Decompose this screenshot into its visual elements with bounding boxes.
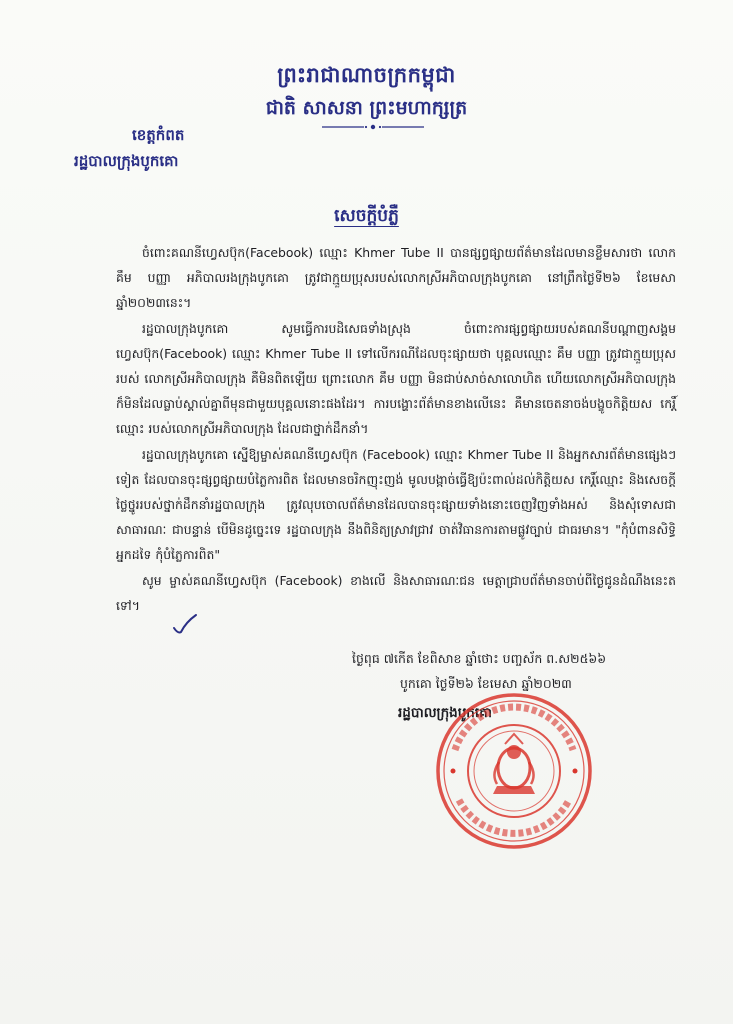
ornament-divider-icon bbox=[318, 122, 428, 132]
solar-date: បូកគោ ថ្ងៃទី២៦ ខែមេសា ឆ្នាំ២០២៣ bbox=[400, 676, 572, 691]
national-motto: ជាតិ សាសនា ព្រះមហាក្សត្រ bbox=[265, 97, 468, 119]
signing-office: រដ្ឋបាលក្រុងបូកគោ bbox=[398, 705, 492, 721]
kingdom-heading: ព្រះរាជាណាចក្រកម្ពុជា bbox=[277, 63, 456, 87]
body-paragraph: សូម ម្ចាស់គណនីហ្វេសប៊ុក (Facebook) ខាងលើ និងសាធារណៈជន មេត្តាជ្រាបព័ត៌មានចាប់ពីថ្ងៃជូនដំណឹងនេះតទៅ។ bbox=[116, 572, 676, 613]
body-paragraph: រដ្ឋបាលក្រុងបូកគោ សូមធ្វើការបដិសេធទាំងស្រុង ចំពោះការផ្សព្វផ្សាយរបស់គណនីបណ្តាញសង្គមហ្វេសប៊ុក(Facebook) ឈ្មោះ Khmer Tube II ទៅលើករណីដែលចុះផ្សាយថា បុគ្គលឈ្មោះ គឹម បញ្ញា ត្រូវជាក្មួយប្រុសរបស់ លោកស្រីអភិបាលក្រុង គឺមិនពិតឡើយ ព្រោះលោក គឹម បញ្ញា មិនជាប់សាច់សាលោហិត ហើយលោកស្រីអភិបាលក្រុងក៏មិនដែលធ្លាប់ស្គាល់គ្នាពីមុនជាមួយបុគ្គលនោះផងដែរ។ ការបង្ហោះព័ត៌មានខាងលើនេះ គឺមានចេតនាចង់បង្ខូចកិត្តិយស កេរ្តិ៍ឈ្មោះ របស់លោកស្រីអភិបាលក្រុង ដែលជាថ្នាក់ដឹកនាំ។ bbox=[116, 320, 676, 437]
document-title: សេចក្តីបំភ្លឺ bbox=[334, 206, 399, 226]
handwritten-tick-icon bbox=[170, 612, 200, 638]
body-paragraph: ចំពោះគណនីហ្វេសប៊ុក(Facebook) ឈ្មោះ Khmer Tube II បានផ្សព្វផ្សាយព័ត៌មានដែលមានខ្លឹមសារថា លោក គឹម បញ្ញា អភិបាលរងក្រុងបូកគោ ត្រូវជាក្មួយប្រុសរបស់លោកស្រីអភិបាលក្រុងបូកគោ នៅព្រឹកថ្ងៃទី២៦ ខែមេសា ឆ្នាំ២០២៣នេះ។ bbox=[116, 245, 676, 311]
letter-body bbox=[116, 240, 676, 618]
administration-label: រដ្ឋបាលក្រុងបូកគោ bbox=[74, 152, 179, 170]
official-seal-icon bbox=[433, 690, 595, 852]
body-paragraph: រដ្ឋបាលក្រុងបូកគោ ស្នើឱ្យម្ចាស់គណនីហ្វេសប៊ុក (Facebook) ឈ្មោះ Khmer Tube II និងអ្នកសារព័ត៌មានផ្សេងៗទៀត ដែលបានចុះផ្សព្វផ្សាយបំភ្លៃការពិត ដែលមានចរិកញុះញង់ មូលបង្កាច់ធ្វើឱ្យប៉ះពាល់ដល់កិត្តិយស កេរ្តិ៍ឈ្មោះ និងសេចក្តីថ្លៃថ្នូររបស់ថ្នាក់ដឹកនាំរដ្ឋបាលក្រុង ត្រូវលុបចោលព័ត៌មានដែលបានចុះផ្សាយទាំងនោះចេញវិញទាំងអស់ និងសុំទោសជាសាធារណៈ ជាបន្ទាន់ បើមិនដូច្នេះទេ រដ្ឋបាលក្រុង នឹងពិនិត្យស្រាវជ្រាវ ចាត់វិធានការតាមផ្លូវច្បាប់ ជាធរមាន។ "កុំបំពានសិទ្ធិអ្នកដទៃ កុំបំភ្លៃការពិត" bbox=[116, 446, 676, 563]
province-label: ខេត្តកំពត bbox=[132, 126, 185, 144]
lunar-date: ថ្ងៃពុធ ៧កើត ខែពិសាខ ឆ្នាំថោះ បញ្ចស័ក ព.ស២៥៦៦ bbox=[352, 651, 607, 666]
